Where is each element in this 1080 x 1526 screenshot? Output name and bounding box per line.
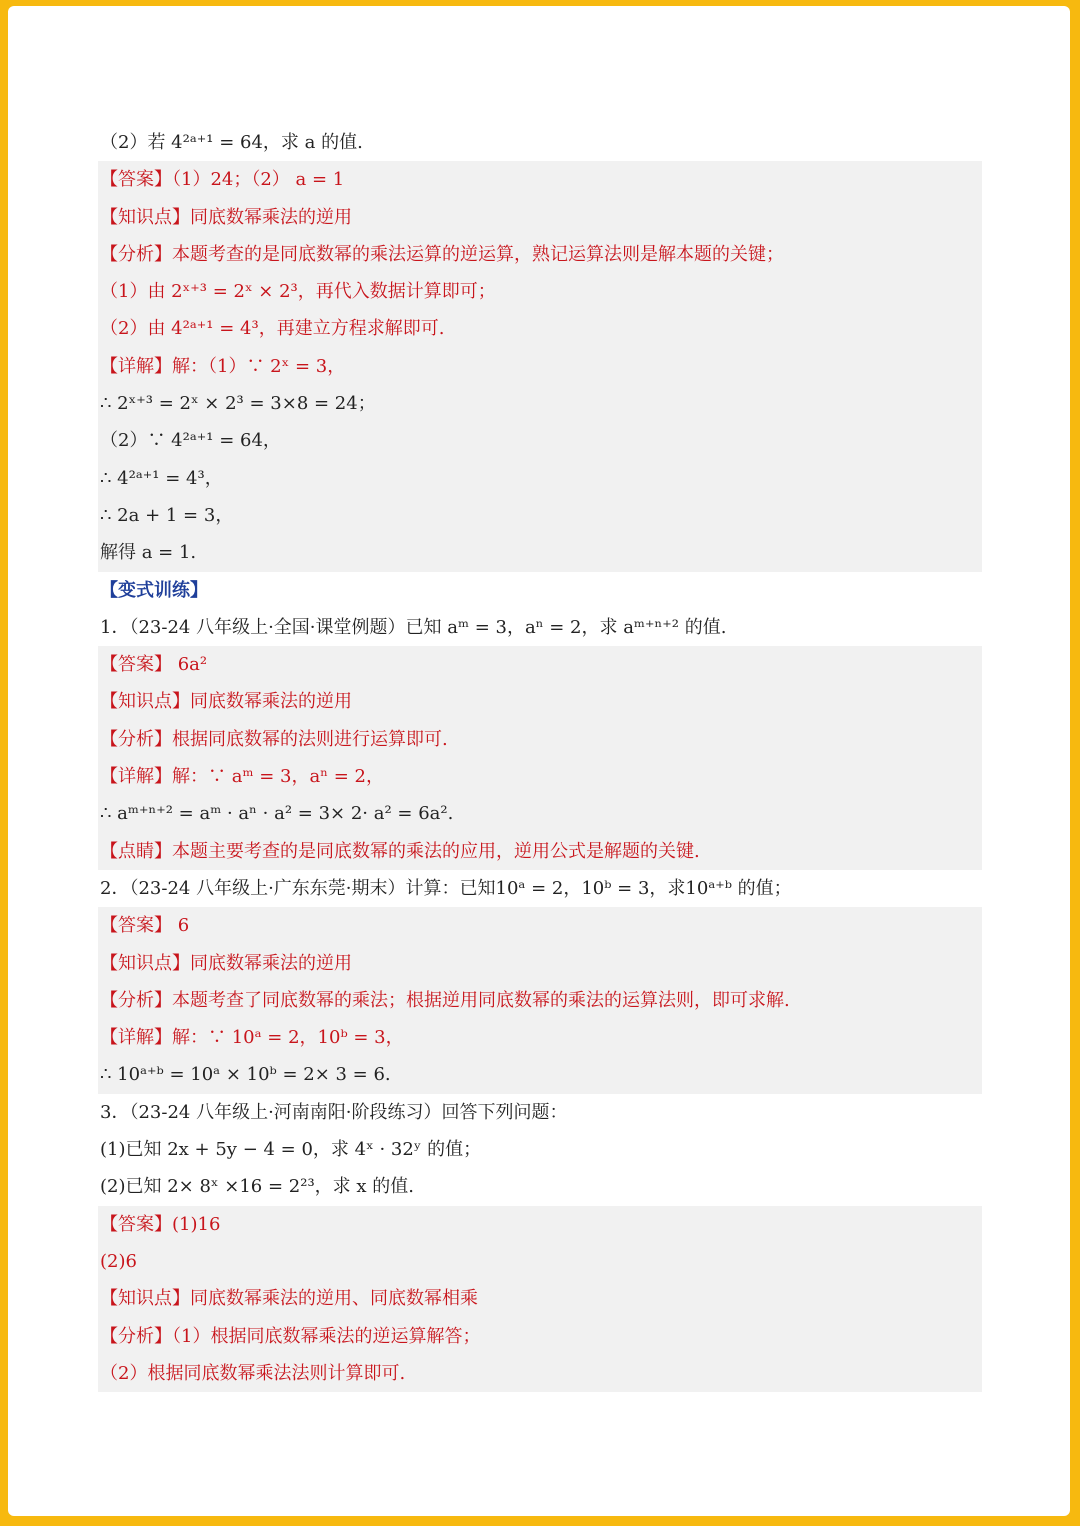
line-a0-ans: 【答案】（1）24；（2） a = 1 (98, 161, 982, 198)
line-variant: 【变式训练】 (100, 579, 208, 601)
line-q2-d2: ∴ 10ᵃ⁺ᵇ = 10ᵃ × 10ᵇ = 2× 3 = 6. (98, 1056, 982, 1093)
line-q1-an: 【分析】根据同底数幂的法则进行运算即可. (98, 721, 982, 758)
line-a0-d6: 解得 a = 1. (98, 534, 982, 571)
line-q-prev-2: （2）若 4²ᵃ⁺¹ = 64，求 a 的值. (100, 132, 363, 153)
line-q3-an2: （2）根据同底数幂乘法法则计算即可. (98, 1355, 982, 1392)
line-q3-kp: 【知识点】同底数幂乘法的逆用、同底数幂相乘 (98, 1280, 982, 1317)
line-q3-ans: 【答案】(1)16 (98, 1206, 982, 1243)
line-q1-d2: ∴ aᵐ⁺ⁿ⁺² = aᵐ · aⁿ · a² = 3× 2· a² = 6a². (98, 795, 982, 832)
line-a0-an: 【分析】本题考查的是同底数幂的乘法运算的逆运算，熟记运算法则是解本题的关键； (98, 236, 982, 273)
line-q1-dj: 【点睛】本题主要考查的是同底数幂的乘法的应用，逆用公式是解题的关键. (98, 833, 982, 870)
document-content (98, 124, 982, 1392)
line-a0-d1: 【详解】解：（1）∵ 2ˣ = 3， (98, 348, 982, 385)
line-q3: 3．（23-24 八年级上·河南南阳·阶段练习）回答下列问题： (100, 1101, 568, 1123)
line-q2-an: 【分析】本题考查了同底数幂的乘法；根据逆用同底数幂的乘法的运算法则，即可求解. (98, 982, 982, 1019)
line-q3-ans2: (2)6 (98, 1243, 982, 1280)
line-q2: 2．（23-24 八年级上·广东东莞·期末）计算：已知10ᵃ = 2，10ᵇ = 3，求10ᵃ⁺ᵇ 的值； (100, 877, 792, 899)
line-q3-2: (2)已知 2× 8ˣ ×16 = 2²³，求 x 的值. (100, 1176, 414, 1198)
line-q2-kp: 【知识点】同底数幂乘法的逆用 (98, 945, 982, 982)
line-q1: 1．（23-24 八年级上·全国·课堂例题）已知 aᵐ = 3，aⁿ = 2，求 aᵐ⁺ⁿ⁺² 的值. (100, 616, 727, 638)
document-page (8, 6, 1070, 1516)
line-a0-kp: 【知识点】同底数幂乘法的逆用 (98, 199, 982, 236)
line-a0-d4: ∴ 4²ᵃ⁺¹ = 4³， (98, 460, 982, 497)
line-q1-d1: 【详解】解：∵ aᵐ = 3，aⁿ = 2， (98, 758, 982, 795)
line-a0-d5: ∴ 2a + 1 = 3， (98, 497, 982, 534)
line-q3-1: (1)已知 2x + 5y − 4 = 0，求 4ˣ · 32ʸ 的值； (100, 1139, 482, 1161)
line-q2-d1: 【详解】解：∵ 10ᵃ = 2，10ᵇ = 3， (98, 1019, 982, 1056)
line-a0-an2: （2）由 4²ᵃ⁺¹ = 4³，再建立方程求解即可. (98, 310, 982, 347)
line-q1-ans: 【答案】 6a² (98, 646, 982, 683)
line-a0-d2: ∴ 2ˣ⁺³ = 2ˣ × 2³ = 3×8 = 24； (98, 385, 982, 422)
line-a0-d3: （2）∵ 4²ᵃ⁺¹ = 64， (98, 422, 982, 459)
line-q2-ans: 【答案】 6 (98, 907, 982, 944)
line-a0-an1: （1）由 2ˣ⁺³ = 2ˣ × 2³，再代入数据计算即可； (98, 273, 982, 310)
line-q1-kp: 【知识点】同底数幂乘法的逆用 (98, 683, 982, 720)
line-q3-an: 【分析】（1）根据同底数幂乘法的逆运算解答； (98, 1318, 982, 1355)
